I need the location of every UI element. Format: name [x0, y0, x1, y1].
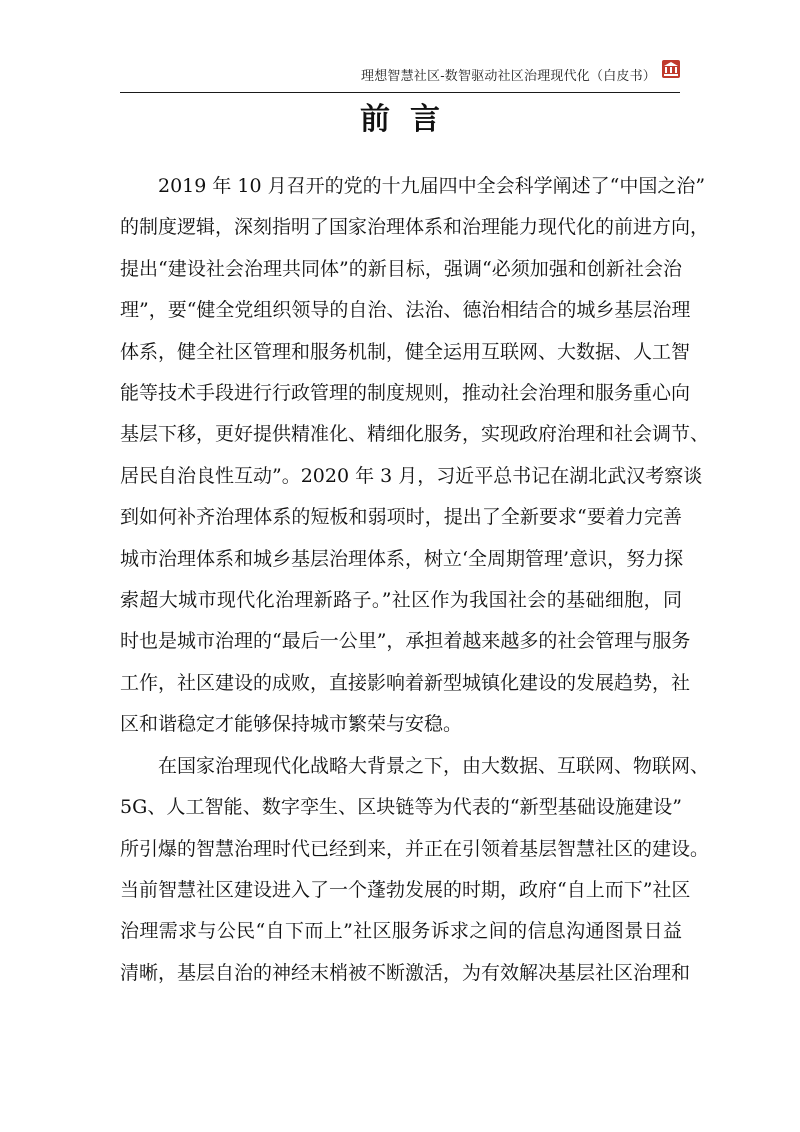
- page-header: [120, 58, 680, 93]
- header-title: 理想智慧社区-数智驱动社区治理现代化（白皮书）: [361, 69, 656, 84]
- text-line: 到如何补齐治理体系的短板和弱项时，提出了全新要求“要着力完善: [120, 506, 682, 529]
- text-line: 所引爆的智慧治理时代已经到来，并正在引领着基层智慧社区的建设。: [120, 837, 710, 860]
- text-line: 区和谐稳定才能够保持城市繁荣与安稳。: [120, 713, 463, 736]
- bank-building-icon: [662, 60, 680, 78]
- text-line: 基层下移，更好提供精准化、精细化服务，实现政府治理和社会调节、: [120, 423, 710, 446]
- text-line: 体系，健全社区管理和服务机制，健全运用互联网、大数据、人工智: [120, 340, 691, 363]
- text-line: 当前智慧社区建设进入了一个蓬勃发展的时期，政府“自上而下”社区: [120, 878, 691, 901]
- text-line: 5G、人工智能、数字孪生、区块链等为代表的“新型基础设施建设”: [120, 796, 682, 819]
- paragraph-1: [120, 166, 710, 746]
- text-line: 在国家治理现代化战略大背景之下，由大数据、互联网、物联网、: [158, 754, 710, 777]
- page-title: 前言: [360, 102, 460, 137]
- text-line: 时也是城市治理的“最后一公里”，承担着越来越多的社会管理与服务: [120, 630, 691, 653]
- text-line: 清晰，基层自治的神经末梢被不断激活，为有效解决基层社区治理和: [120, 961, 691, 984]
- text-line: 治理需求与公民“自下而上”社区服务诉求之间的信息沟通图景日益: [120, 920, 682, 943]
- text-line: 居民自治良性互动”。2020 年 3 月，习近平总书记在湖北武汉考察谈: [120, 464, 703, 487]
- text-line: 工作，社区建设的成败，直接影响着新型城镇化建设的发展趋势，社: [120, 671, 691, 694]
- text-line: 城市治理体系和城乡基层治理体系，树立‘全周期管理’意识，努力探: [120, 547, 684, 570]
- paragraph-2: [120, 746, 710, 994]
- text-line: 提出“建设社会治理共同体”的新目标，强调“必须加强和创新社会治: [120, 257, 682, 280]
- text-line: 的制度逻辑，深刻指明了国家治理体系和治理能力现代化的前进方向，: [120, 216, 710, 239]
- text-line: 能等技术手段进行行政管理的制度规则，推动社会治理和服务重心向: [120, 382, 691, 405]
- body-text: [120, 166, 710, 994]
- text-line: 索超大城市现代化治理新路子。”社区作为我国社会的基础细胞，同: [120, 589, 682, 612]
- text-line: 2019 年 10 月召开的党的十九届四中全会科学阐述了“中国之治”: [158, 175, 706, 197]
- text-line: 理”，要“健全党组织领导的自治、法治、德治相结合的城乡基层治理: [120, 299, 691, 322]
